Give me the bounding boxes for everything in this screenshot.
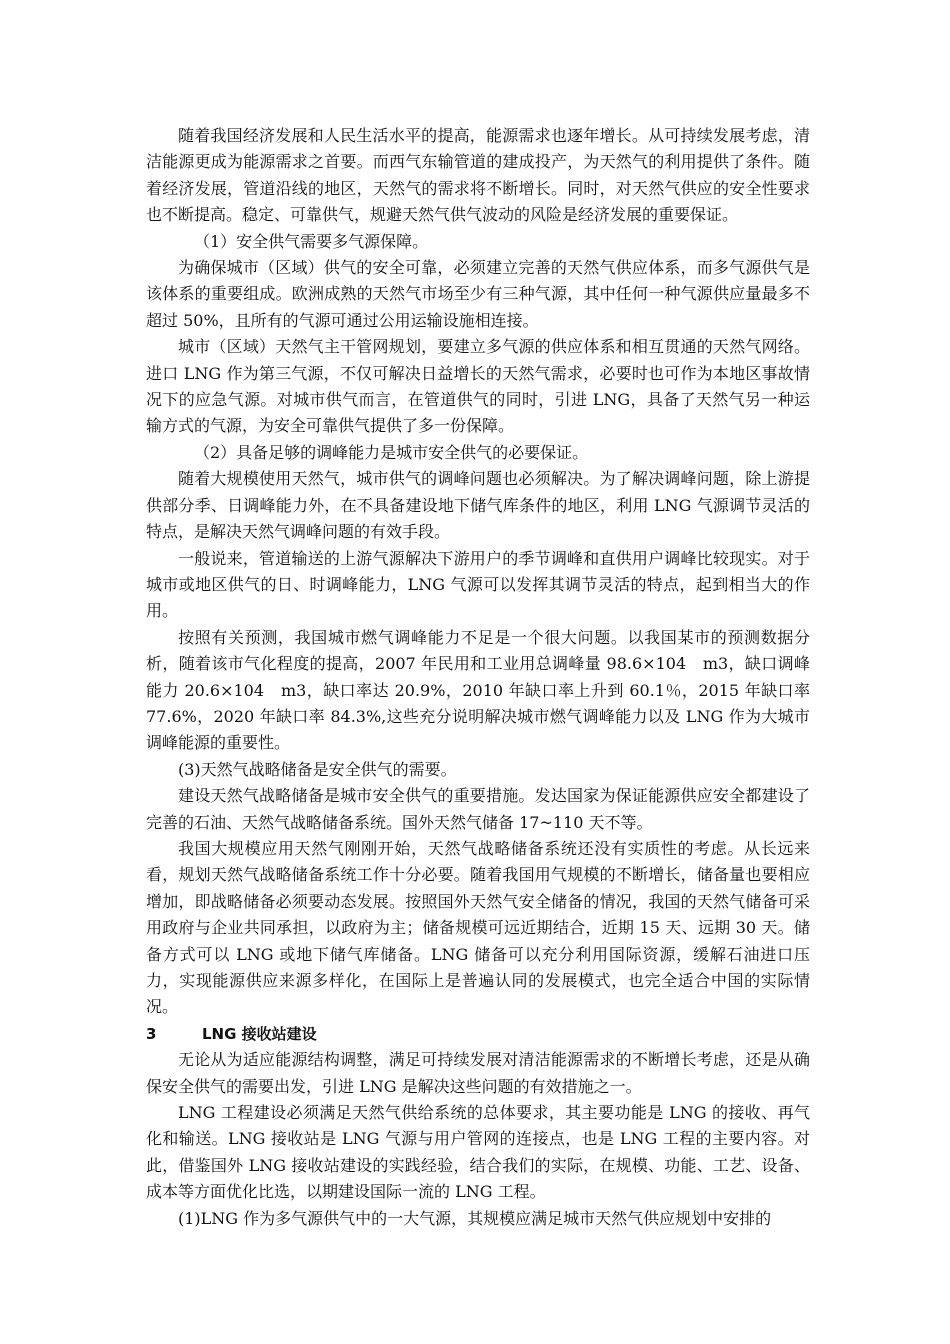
paragraph: 一般说来，管道输送的上游气源解决下游用户的季节调峰和直供用户调峰比较现实。对于城市或地区供气的日、时调峰能力，LNG 气源可以发挥其调节灵活的特点，起到相当大的作用。 [146,548,810,621]
paragraph: LNG 工程建设必须满足天然气供给系统的总体要求，其主要功能是 LNG 的接收、再气化和输送。LNG 接收站是 LNG 气源与用户管网的连接点，也是 LNG 工程的主要内容。对此，借鉴国外 LNG 接收站建设的实践经验，结合我们的实际，在规模、功能、工艺、设备、成本等方面优化比选，以期建设国际一流的 LNG 工程。 [146,1103,810,1202]
section-title: LNG 接收站建设 [202,1024,317,1043]
paragraph-intro: 随着我国经济发展和人民生活水平的提高，能源需求也逐年增长。从可持续发展考虑，清洁能源更成为能源需求之首要。而西气东输管道的建成投产，为天然气的利用提供了条件。随着经济发展，管道沿线的地区，天然气的需求将不断增长。同时，对天然气供应的安全性要求也不断提高。稳定、可靠供气，规避天然气供气波动的风险是经济发展的重要保证。 [146,126,810,225]
paragraph: 为确保城市（区域）供气的安全可靠，必须建立完善的天然气供应体系，而多气源供气是该体系的重要组成。欧洲成熟的天然气市场至少有三种气源，其中任何一种气源供应量最多不超过 50%，且所有的气源可通过公用运输设施相连接。 [146,258,810,330]
paragraph: 建设天然气战略储备是城市安全供气的重要措施。发达国家为保证能源供应安全都建设了完善的石油、天然气战略储备系统。国外天然气储备 17~110 天不等。 [146,786,810,832]
paragraph: 我国大规模应用天然气刚刚开始，天然气战略储备系统还没有实质性的考虑。从长远来看，规划天然气战略储备系统工作十分必要。随着我国用气规模的不断增长，储备量也要相应增加，即战略储备必须要动态发展。按照国外天然气安全储备的情况，我国的天然气储备可采用政府与企业共同承担，以政府为主；储备规模可远近期结合，近期 15 天、远期 30 天。储备方式可以 LNG 或地下储气库储备。LNG 储备可以充分利用国际资源，缓解石油进口压力，实现能源供应来源多样化，在国际上是普遍认同的发展模式，也完全适合中国的实际情况。 [146,838,810,1017]
item-heading-2: （2）具备足够的调峰能力是城市安全供气的必要保证。 [194,442,589,462]
item-heading-1: （1）安全供气需要多气源保障。 [194,231,429,251]
section-heading [146,1021,810,1047]
section-number: 3 [146,1024,157,1043]
document-body [146,123,810,1232]
paragraph: 无论从为适应能源结构调整，满足可持续发展对清洁能源需求的不断增长考虑，还是从确保安全供气的需要出发，引进 LNG 是解决这些问题的有效措施之一。 [146,1050,810,1096]
paragraph: 城市（区域）天然气主干管网规划，要建立多气源的供应体系和相互贯通的天然气网络。进口 LNG 作为第三气源，不仅可解决日益增长的天然气需求，必要时也可作为本地区事故情况下的应急气源。对城市供气而言，在管道供气的同时，引进 LNG，具备了天然气另一种运输方式的气源，为安全可靠供气提供了多一份保障。 [146,337,810,436]
paragraph: 按照有关预测，我国城市燃气调峰能力不足是一个很大问题。以我国某市的预测数据分析，随着该市气化程度的提高，2007 年民用和工业用总调峰量 98.6×104 m3，缺口调峰能力 20.6×104 m3，缺口率达 20.9%，2010 年缺口率上升到 60.1％，2015 年缺口率 77.6%，2020 年缺口率 84.3%,这些充分说明解决城市燃气调峰能力以及 LNG 作为大城市调峰能源的重要性。 [146,627,810,753]
paragraph: 随着大规模使用天然气，城市供气的调峰问题也必须解决。为了解决调峰问题，除上游提供部分季、日调峰能力外，在不具备建设地下储气库条件的地区，利用 LNG 气源调节灵活的特点，是解决天然气调峰问题的有效手段。 [146,469,810,542]
item-heading-3: (3)天然气战略储备是安全供气的需要。 [178,759,457,779]
paragraph: (1)LNG 作为多气源供气中的一大气源，其规模应满足城市天然气供应规划中安排的 [178,1208,772,1228]
